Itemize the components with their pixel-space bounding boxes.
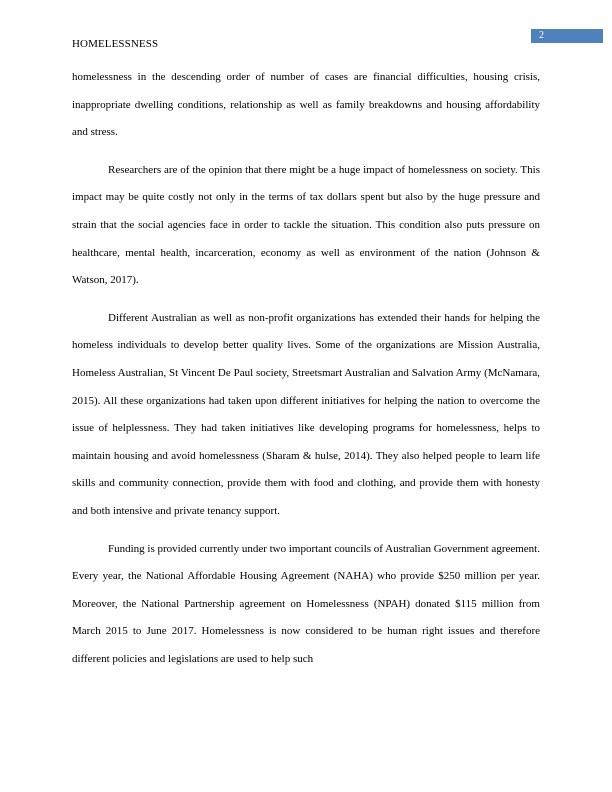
paragraph-2: Researchers are of the opinion that there might be a huge impact of homelessness on society. This impact may be quite costly not only in the terms of tax dollars spent but also by the huge pressure and strain that the social agencies face in order to tackle the situation. This condition also puts pressure on healthcare, mental health, incarceration, economy as well as environment of the nation (Johnson & Watson, 2017).: [72, 163, 540, 287]
paragraph-1: homelessness in the descending order of number of cases are financial difficulties, housing crisis, inappropriate dwelling conditions, relationship as well as family breakdowns and housing affordability and stress.: [72, 71, 540, 139]
paragraph-3: Different Australian as well as non-profit organizations has extended their hands for helping the homeless individuals to develop better quality lives. Some of the organizations are Mission Australia, Homeless Australian, St Vincent De Paul society, Streetsmart Australian and Salvation Army (McNamara, 2015). All these organizations had taken upon different initiatives for helping the nation to overcome the issue of helplessness. They had taken initiatives like developing programs for homelessness, helps to maintain housing and avoid homelessness (Sharam & hulse, 2014). They also helped people to learn life skills and community connection, provide them with food and clothing, and provide them with honesty and both intensive and private tenancy support.: [72, 311, 540, 517]
paragraph-4: Funding is provided currently under two important councils of Australian Government agreement. Every year, the National Affordable Housing Agreement (NAHA) who provide $250 million per year. Moreover, the National Partnership agreement on Homelessness (NPAH) donated $115 million from March 2015 to June 2017. Homelessness is now considered to be human right issues and therefore different policies and legislations are used to help such: [72, 542, 540, 665]
document-body: [72, 64, 540, 673]
page-number: 2: [531, 29, 603, 43]
running-head: HOMELESSNESS: [72, 38, 159, 50]
